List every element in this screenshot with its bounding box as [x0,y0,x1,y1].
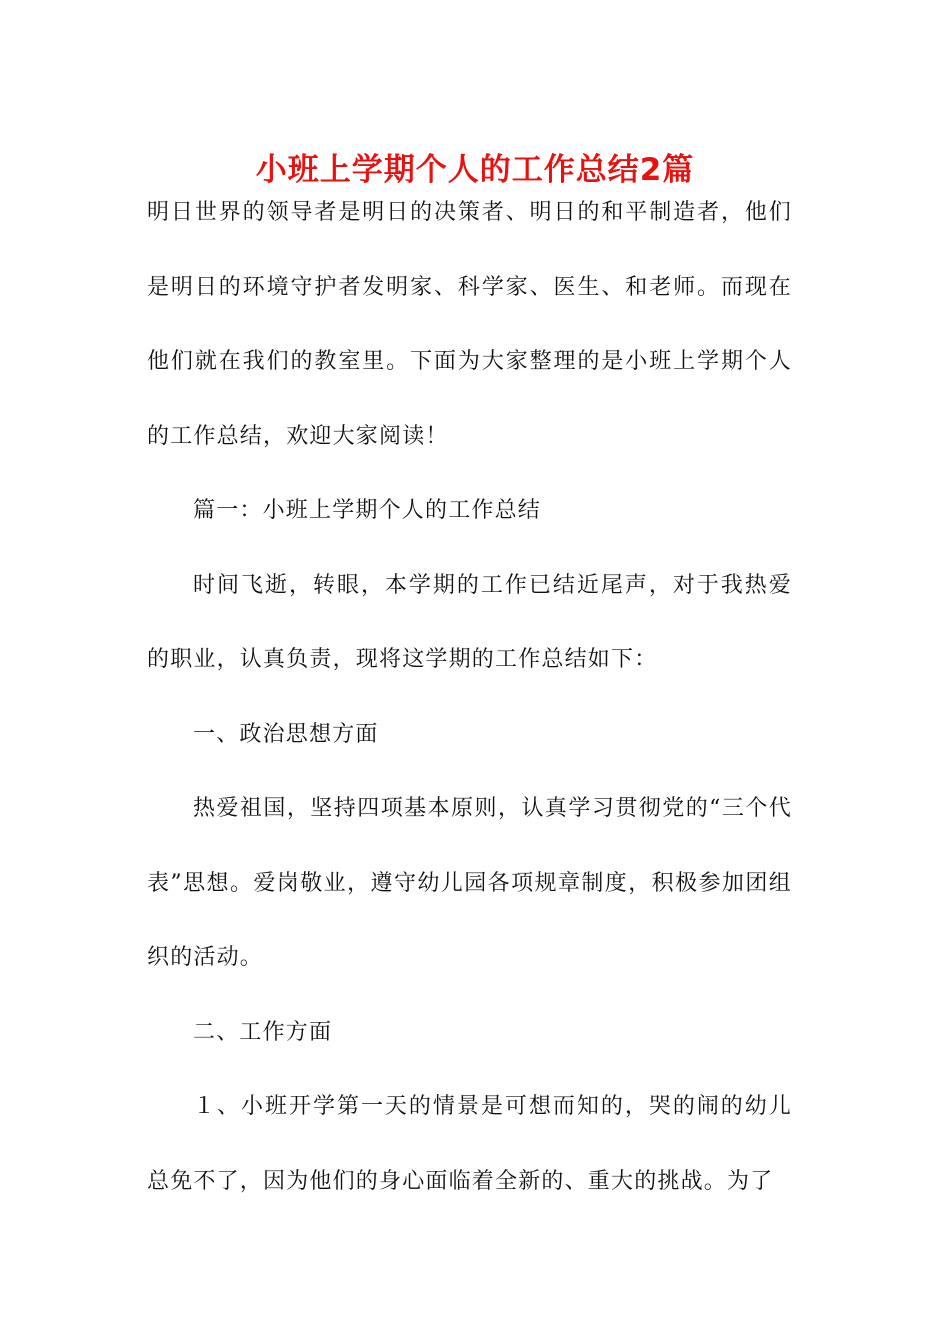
politics-paragraph: 热爱祖国，坚持四项基本原则，认真学习贯彻党的“三个代表”思想。爱岗敬业，遵守幼儿园各项规章制度，积极参加团组织的活动。 [147,796,792,970]
section-heading-part-one: 篇一：小班上学期个人的工作总结 [193,498,542,523]
work-paragraph-1: １、小班开学第一天的情景是可想而知的，哭的闹的幼儿总免不了，因为他们的身心面临着全新的、重大的挑战。为了 [147,1094,792,1194]
section-heading-politics: 一、政治思想方面 [193,721,379,747]
document-body [147,176,792,1219]
opening-paragraph: 时间飞逝，转眼，本学期的工作已结近尾声，对于我热爱的职业，认真负责，现将这学期的工作总结如下： [147,572,792,672]
section-heading-work: 二、工作方面 [193,1019,333,1045]
intro-paragraph: 明日世界的领导者是明日的决策者、明日的和平制造者，他们是明日的环境守护者发明家、科学家、医生、和老师。而现在他们就在我们的教室里。下面为大家整理的是小班上学期个人的工作总结，欢迎大家阅读！ [147,200,792,449]
document-title: 小班上学期个人的工作总结2篇 [255,152,695,188]
